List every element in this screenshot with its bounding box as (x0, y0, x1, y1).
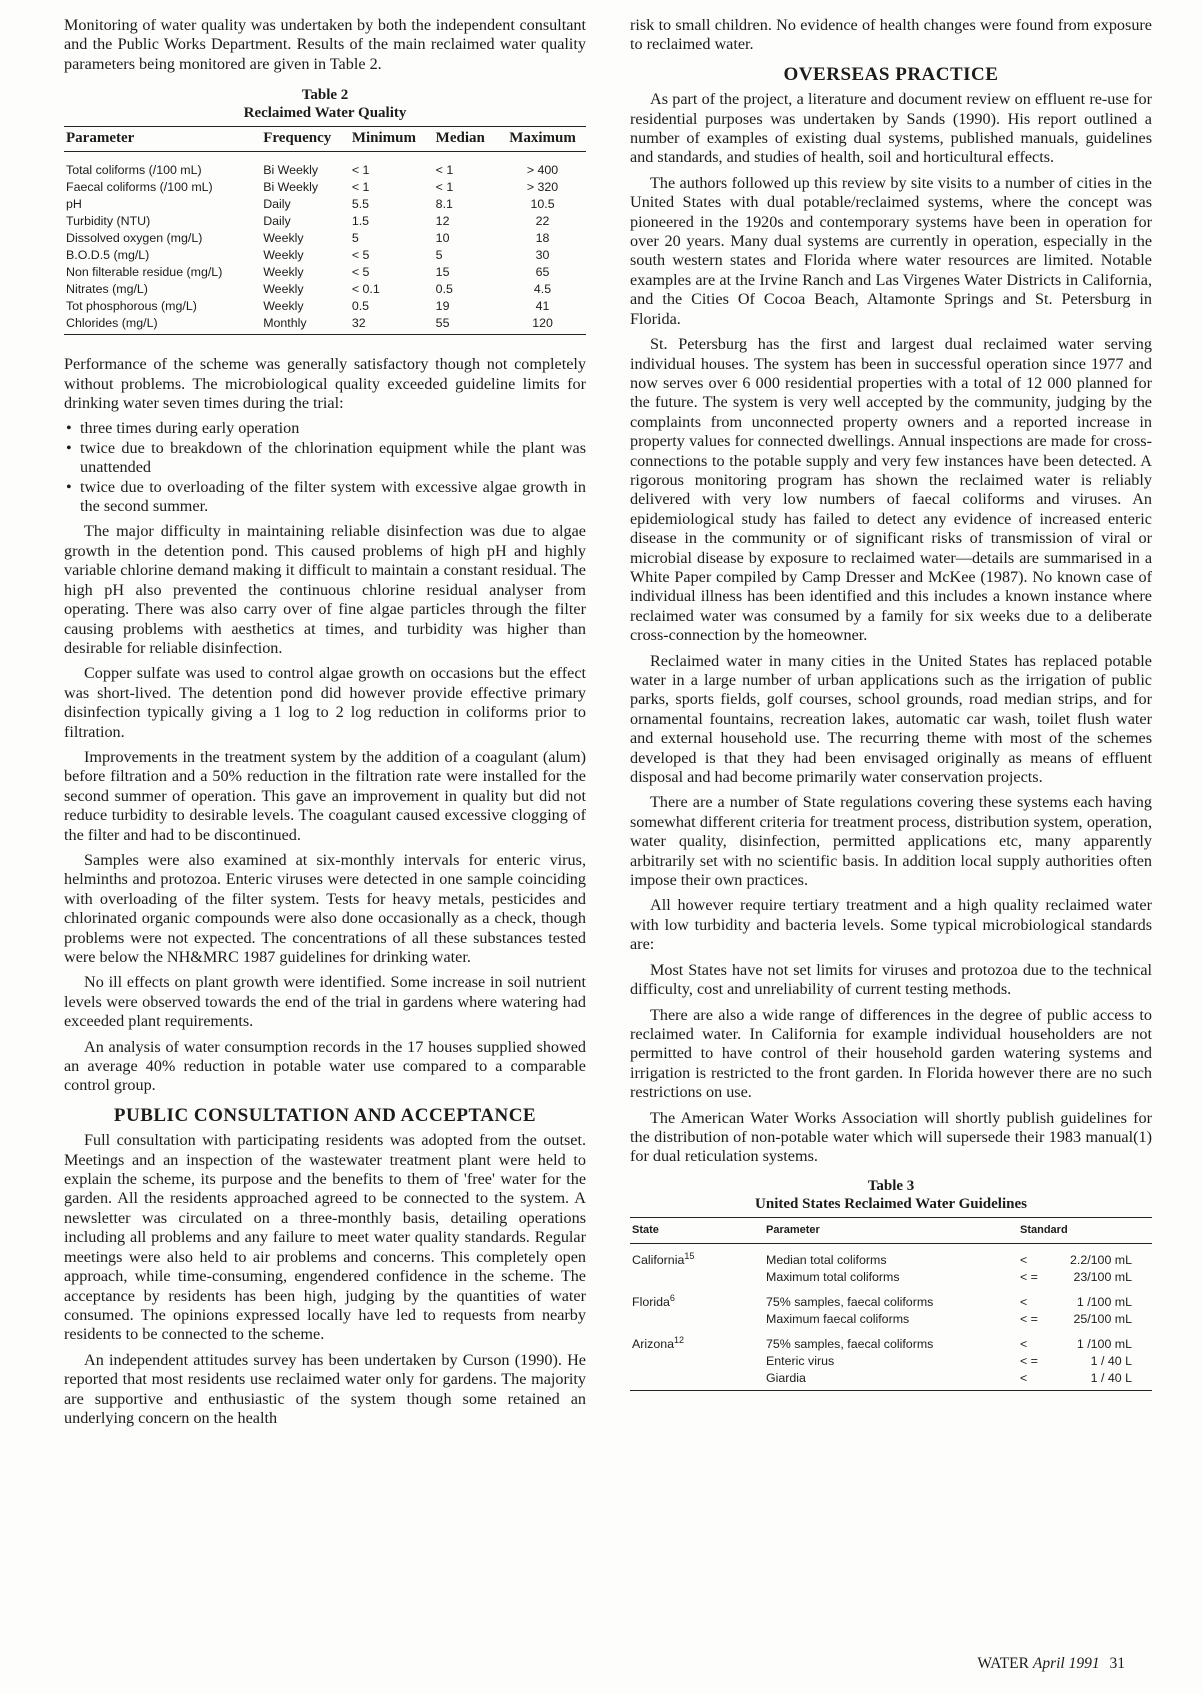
state-cell (630, 1311, 764, 1328)
table2-header: Median (434, 127, 499, 152)
table-cell: 0.5 (435, 282, 453, 297)
table-cell: < 1 (435, 163, 454, 178)
table-row (64, 152, 586, 180)
table-cell: 10.5 (530, 197, 555, 212)
table-cell: < 1 (351, 163, 370, 178)
table-cell: Weekly (263, 248, 304, 263)
operator-cell: < = (1020, 1311, 1038, 1326)
table-cell: 10 (435, 231, 450, 246)
paragraph-copper: Copper sulfate was used to control algae growth on occasions but the effect was short-lived. The detention pond did however provide effective primary disinfection typically giving a 1 log to 2 log reduction in coliforms prior to filtration. (64, 664, 586, 741)
left-column (64, 16, 586, 1434)
table-cell: 55 (434, 315, 499, 335)
table-cell: 19 (435, 299, 450, 314)
parameter-cell: Enteric virus (766, 1353, 835, 1368)
paragraph-continued: risk to small children. No evidence of health changes were found from exposure to reclaimed water. (630, 16, 1152, 54)
paragraph-survey: An independent attitudes survey has been undertaken by Curson (1990). He reported that most residents use reclaimed water only for gardens. The majority are supportive and enthusiastic of the system though some retained an underlying concern on the health (64, 1350, 586, 1427)
standard-cell: 1 /100 mL (1076, 1336, 1132, 1351)
table-cell: < 1 (351, 180, 370, 195)
paragraph-visits: The authors followed up this review by site visits to a number of cities in the United States with dual potable/reclaimed systems, where the concept was pioneered in the 1920s and contemporary systems have been in operation for over 20 years. Many dual systems are currently in operation, especially in the south western states and Florida where water resources are limited. Notable examples are at the Irvine Ranch and Las Virgenes Water Districts in California, and the Cities Of Cocoa Beach, Altamonte Springs and St. Petersburg in Florida. (630, 173, 1152, 328)
right-column (630, 16, 1152, 1391)
table-cell: 5 (435, 248, 443, 263)
table-row (64, 315, 586, 335)
table-cell: 0.5 (351, 299, 370, 314)
table-row (630, 1370, 1152, 1391)
table-row (630, 1243, 1152, 1269)
table-row (630, 1269, 1152, 1286)
table3-body (630, 1243, 1152, 1390)
parameter-cell: 75% samples, faecal coliforms (766, 1336, 934, 1351)
table-cell: 41 (535, 299, 550, 314)
parameter-cell: Maximum faecal coliforms (766, 1311, 910, 1326)
table-cell: Daily (263, 214, 291, 229)
table-cell: Dissolved oxygen (mg/L) (66, 231, 203, 246)
state-cell (630, 1370, 764, 1391)
table-cell: 12 (435, 214, 450, 229)
parameter-cell: Maximum total coliforms (766, 1269, 900, 1284)
paragraph-replaced: Reclaimed water in many cities in the United States has replaced potable water in a large number of urban applications such as the irrigation of public parks, sports fields, golf courses, school grounds, road median strips, and for ornamental fountains, recreation lakes, automatic car wash, toilet flush water and external household use. The recurring theme with most of the schemes developed is that they had been envisaged originally as means of effluent disposal and had become primarily water conservation projects. (630, 651, 1152, 787)
table-cell: Bi Weekly (263, 180, 319, 195)
table2-header: Minimum (350, 127, 434, 152)
table-cell: 5.5 (351, 197, 370, 212)
table-cell: Faecal coliforms (/100 mL) (66, 180, 213, 195)
table-cell: < 5 (351, 248, 370, 263)
table-cell: 15 (435, 265, 450, 280)
table-cell: < 0.1 (351, 282, 380, 297)
heading-consultation: PUBLIC CONSULTATION AND ACCEPTANCE (113, 1104, 537, 1126)
table2-label: Table 2 (301, 87, 349, 104)
journal-name: WATER (977, 1655, 1029, 1672)
reference-number: 6 (669, 1292, 675, 1303)
table3-header: State (630, 1217, 764, 1243)
page-number: 31 (1109, 1655, 1125, 1672)
state-name: Arizona (632, 1336, 675, 1351)
table-row (630, 1328, 1152, 1353)
table-row (630, 1311, 1152, 1328)
operator-cell: < = (1020, 1269, 1038, 1284)
heading-overseas: OVERSEAS PRACTICE (783, 63, 999, 85)
table2-header: Parameter (64, 127, 261, 152)
state-cell (630, 1243, 764, 1269)
operator-cell: < (1020, 1294, 1028, 1309)
paragraph-review: As part of the project, a literature and document review on effluent re-use for residential purposes was undertaken by Sands (1990). His report outlined a number of examples of existing dual systems, published manuals, guidelines and standards, and studies of health, soil and horticultural effects. (630, 90, 1152, 167)
paragraph-difficulty: The major difficulty in maintaining reliable disinfection was due to algae growth in the detention pond. This caused problems of high pH and highly variable chlorine demand making it difficult to maintain a constant residual. The high pH also prevented the continuous chlorine residual analyser from operating. There was also carry over of fine algae particles through the filter causing problems with aesthetics at times, and turbidity was higher than desirable for reliable disinfection. (64, 522, 586, 657)
state-cell (630, 1269, 764, 1286)
table-row (64, 179, 586, 196)
paragraph-samples: Samples were also examined at six-monthly intervals for enteric virus, helminths and protozoa. Enteric viruses were detected in one sample coinciding with overloading of the filter system. Tests for heavy metals, pesticides and chlorinated organic compounds were also done occasionally as a check, though problems were not expected. The concentrations of all these substances tested were below the NH&MRC 1987 guidelines for drinking water. (64, 850, 586, 966)
state-name: California (632, 1252, 685, 1267)
table3-header: Standard (1018, 1217, 1152, 1243)
table-cell: Weekly (263, 299, 304, 314)
parameter-cell: Giardia (764, 1370, 1018, 1391)
state-cell (630, 1353, 764, 1370)
list-item: • twice due to overloading of the filter system with excessive algae growth in the second summer. (64, 478, 586, 517)
table-cell: > 400 (526, 163, 559, 178)
operator-cell: < (1020, 1252, 1028, 1267)
table-cell: 4.5 (533, 282, 552, 297)
table-cell: 65 (535, 265, 550, 280)
table-cell: 8.1 (435, 197, 453, 212)
table2-header: Maximum (499, 127, 586, 152)
paragraph-analysis: An analysis of water consumption records in the 17 houses supplied showed an average 40% reduction in potable water use compared to a comparable control group. (64, 1037, 586, 1095)
standard-cell: 1 / 40 L (1052, 1370, 1152, 1391)
standard-cell: 1 /100 mL (1076, 1294, 1132, 1309)
standard-cell: 1 / 40 L (1090, 1353, 1132, 1368)
table-cell: Turbidity (NTU) (66, 214, 151, 229)
state-cell (630, 1286, 764, 1311)
table-cell: Monthly (261, 315, 350, 335)
table-cell: < 1 (435, 180, 454, 195)
standard-cell: 2.2/100 mL (1070, 1252, 1132, 1267)
standard-cell: 23/100 mL (1073, 1269, 1132, 1284)
reference-number: 15 (684, 1250, 695, 1261)
table-cell: 30 (535, 248, 550, 263)
table-cell: 1.5 (351, 214, 370, 229)
issue-date: April 1991 (1032, 1655, 1100, 1672)
paragraph-improvements: Improvements in the treatment system by the addition of a coagulant (alum) before filtration and a 50% reduction in the filtration rate were installed for the second summer of operation. This gave an improvement in quality but did not reduce turbidity to desirable levels. The coagulant caused excessive clogging of the filter and had to be discontinued. (64, 747, 586, 844)
table-row (64, 213, 586, 230)
table-cell: > 320 (526, 180, 559, 195)
table-row (630, 1353, 1152, 1370)
table-cell: 5 (351, 231, 359, 246)
table-cell: 22 (535, 214, 550, 229)
paragraph-consultation: Full consultation with participating residents was adopted from the outset. Meetings and an inspection of the wastewater treatment plant were held to explain the scheme, its purpose and the benefits to them of 'free' water for the garden. All the residents approached agreed to be connected to the system. A newsletter was circulated on a three-monthly basis, detailing operations including all problems and any failure to meet water quality standards. Regular meetings were also held to air problems and concerns. This completely open approach, while time-consuming, engendered confidence in the scheme. The acceptance by residents has been high, judging by the quantities of water consumed. The opinions expressed locally have led to requests from nearby residents to be connected to the scheme. (64, 1131, 586, 1344)
paragraph-performance: Performance of the scheme was generally satisfactory though not completely without problems. The microbiological quality exceeded guideline limits for drinking water seven times during the trial: (64, 355, 586, 413)
paragraph-stpete: St. Petersburg has the first and largest dual reclaimed water serving individual houses. The system has been in successful operation since 1977 and now serves over 6 000 residential properties with a total of 12 000 planned for the future. The system is very well accepted by the community, judging by the complaints from unconnected property owners and a reported increase in property values for connected dwellings. Annual inspections are made for cross-connections to the potable supply and very few instances have been detected. A rigorous monitoring program has shown the reclaimed water is reliably delivered with very low numbers of faecal coliforms and viruses. An epidemiological study has failed to detect any evidence of increased enteric disease in the community or of significant risks of transmission of viral or microbial disease by exposure to reclaimed water—details are summarised in a White Paper compiled by Camp Dresser and McKee (1987). No known case of individual illness has been identified and this includes a known instance where reclaimed water was consumed by a family for six weeks due to a deliberate cross-connection by the homeowner. (630, 335, 1152, 645)
table-cell: Nitrates (mg/L) (66, 282, 148, 297)
table-cell: Chlorides (mg/L) (64, 315, 261, 335)
list-item: • three times during early operation (64, 419, 586, 438)
table2-header: Frequency (261, 127, 350, 152)
state-cell (630, 1328, 764, 1353)
paragraph-tertiary: All however require tertiary treatment and a high quality reclaimed water with low turbidity and bacteria levels. Some typical microbiological standards are: (630, 896, 1152, 954)
table-cell: Weekly (263, 231, 304, 246)
paragraph-intro: Monitoring of water quality was undertaken by both the independent consultant and the Public Works Department. Results of the main reclaimed water quality parameters being monitored are given in Table 2. (64, 16, 586, 73)
state-name: Florida (632, 1294, 670, 1309)
parameter-cell: 75% samples, faecal coliforms (766, 1294, 934, 1309)
table-cell: < 5 (351, 265, 370, 280)
table-cell: Daily (263, 197, 291, 212)
table-row (64, 247, 586, 264)
table-row (64, 264, 586, 281)
paragraph-viruses: Most States have not set limits for viruses and protozoa due to the technical difficulty, cost and unreliability of current testing methods. (630, 960, 1152, 999)
paragraph-awwa: The American Water Works Association will shortly publish guidelines for the distribution of non-potable water which will supersede their 1983 manual(1) for dual reticulation systems. (630, 1108, 1152, 1166)
table-cell: Weekly (263, 282, 304, 297)
operator-cell: < = (1020, 1353, 1038, 1368)
table2-body (64, 152, 586, 335)
table-row (64, 298, 586, 315)
paragraph-noill: No ill effects on plant growth were identified. Some increase in soil nutrient levels were observed towards the end of the trial in gardens where watering had exceeded plant requirements. (64, 973, 586, 1031)
table-row (630, 1286, 1152, 1311)
table2-title: Reclaimed Water Quality (243, 105, 407, 122)
operator-cell: < (1020, 1336, 1028, 1351)
paragraph-access: There are also a wide range of differences in the degree of public access to reclaimed water. In California for example individual householders are not permitted to have control of their household garden watering systems and irrigation is restricted to the front garden. In Florida however there are no such restrictions on use. (630, 1005, 1152, 1102)
standard-cell: 25/100 mL (1073, 1311, 1132, 1326)
paragraph-state: There are a number of State regulations covering these systems each having somewhat different criteria for treatment process, distribution system, operation, water quality, disinfection, permitted applications etc, many apparently arbitrarily set with no scientific basis. In addition local supply authorities often impose their own practices. (630, 793, 1152, 890)
reference-number: 12 (674, 1334, 685, 1345)
table2 (64, 126, 586, 335)
parameter-cell: Median total coliforms (766, 1252, 887, 1267)
table-row (64, 281, 586, 298)
table-cell: Non filterable residue (mg/L) (66, 265, 223, 280)
table-row (64, 230, 586, 247)
table3 (630, 1217, 1152, 1391)
list-item: • twice due to breakdown of the chlorination equipment while the plant was unattended (64, 439, 586, 478)
table-cell: Tot phosphorous (mg/L) (66, 299, 197, 314)
table-cell: 18 (535, 231, 550, 246)
table-row (64, 196, 586, 213)
table3-label: Table 3 (867, 1177, 915, 1194)
table3-header: Parameter (764, 1217, 1018, 1243)
bullet-list (64, 419, 586, 516)
table-cell: 120 (499, 315, 586, 335)
table-cell: 32 (350, 315, 434, 335)
table-cell: pH (66, 197, 82, 212)
table-cell: Weekly (263, 265, 304, 280)
table-cell: Bi Weekly (263, 163, 319, 178)
table-cell: Total coliforms (/100 mL) (66, 163, 202, 178)
page-footer (977, 1655, 1125, 1673)
operator-cell: < (1018, 1370, 1052, 1391)
table3-title: United States Reclaimed Water Guidelines (755, 1195, 1027, 1212)
table-cell: B.O.D.5 (mg/L) (66, 248, 150, 263)
